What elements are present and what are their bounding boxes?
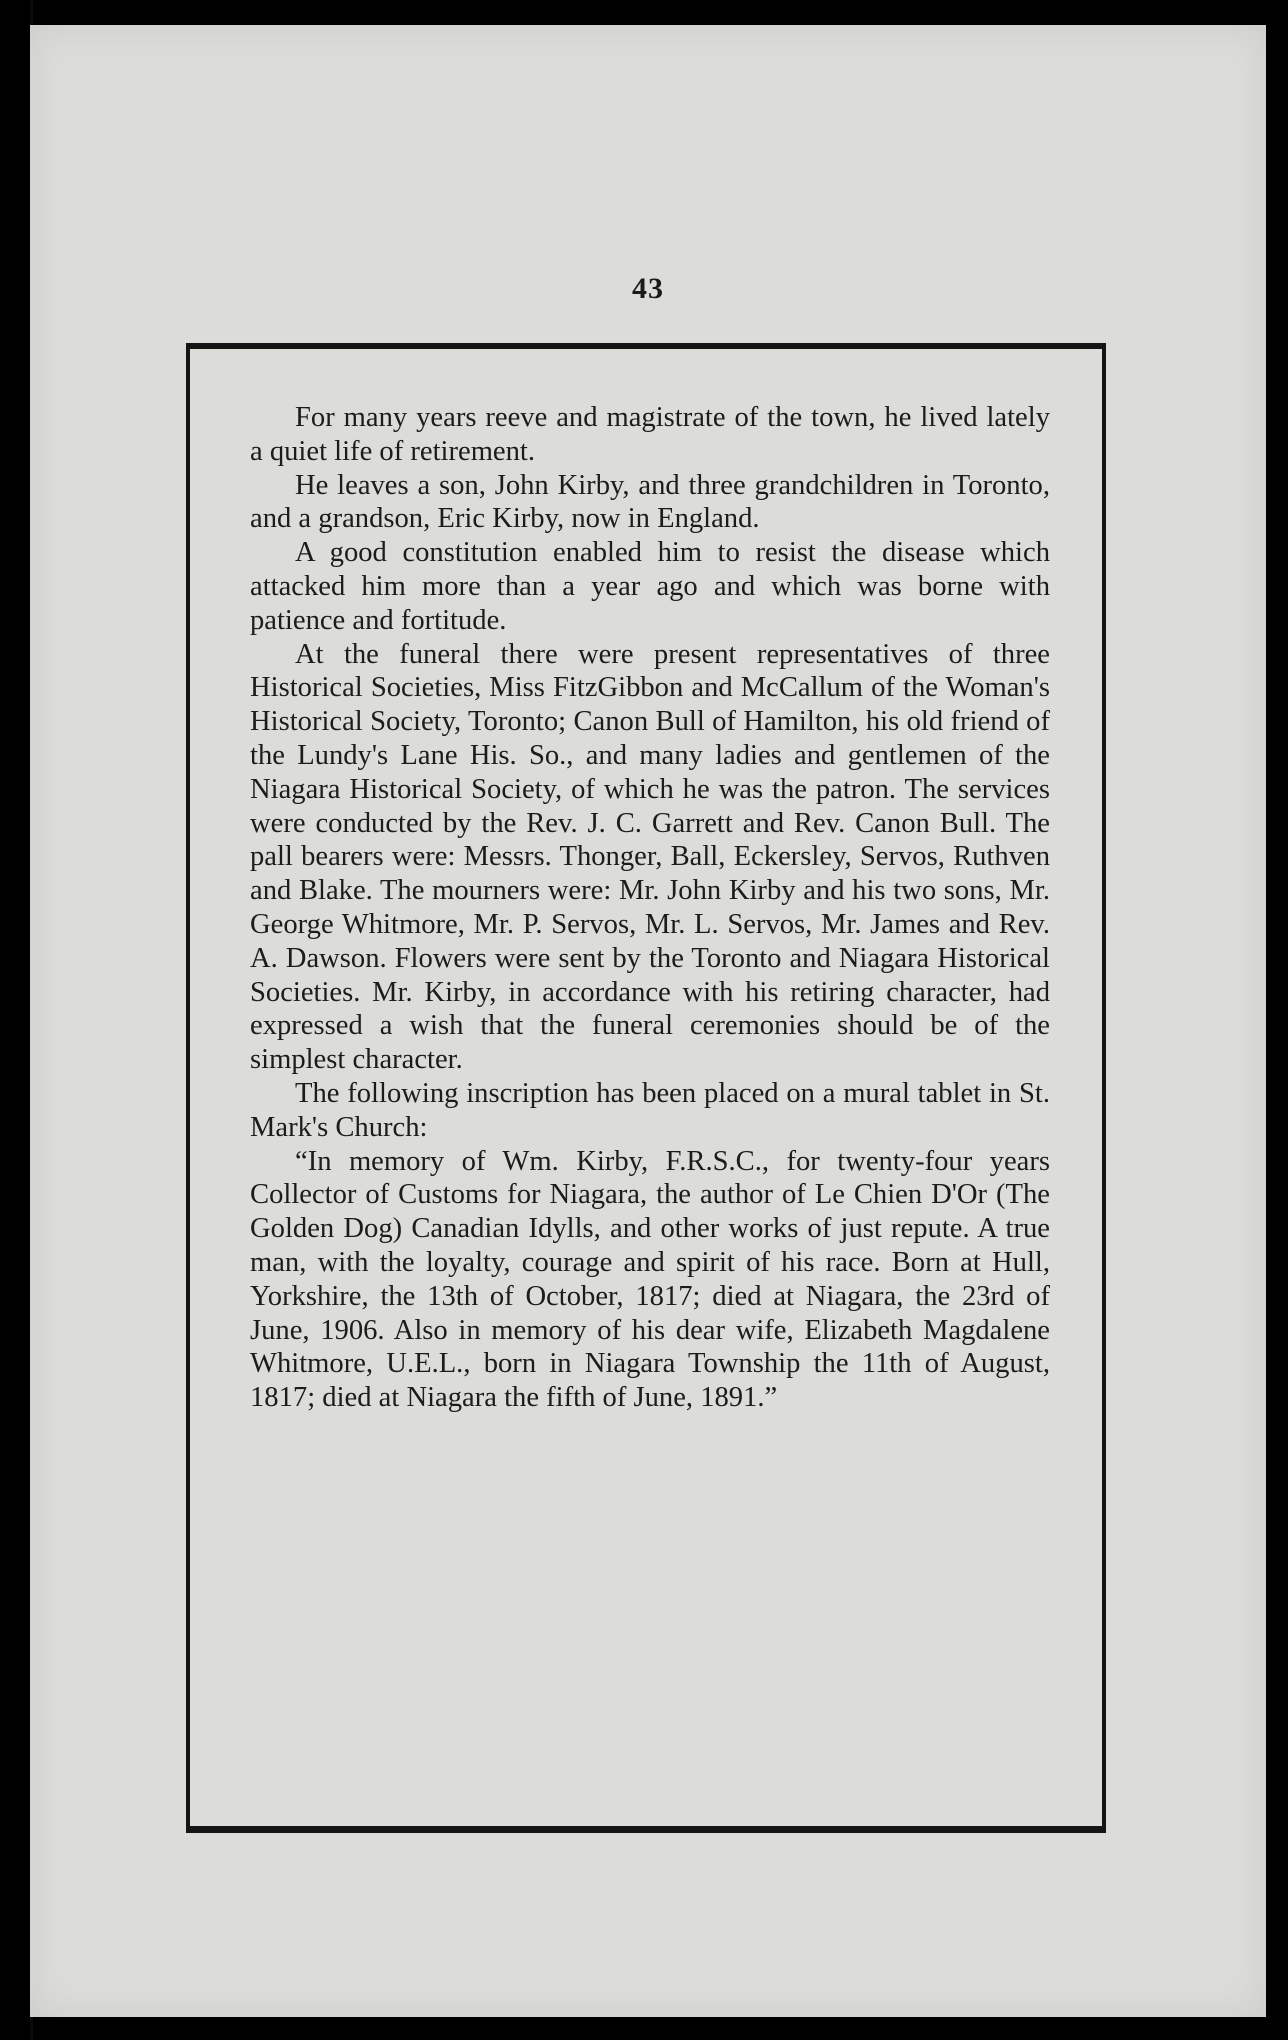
paragraph-inscription-intro: The following inscription has been placed on a mural tablet in St. Mark's Church: [250,1077,1050,1143]
paragraph-inscription-quote: “In memory of Wm. Kirby, F.R.S.C., for twenty-four years Collector of Customs for Niagara, the author of Le Chien D'Or (The Golden Dog) Canadian Idylls, and other works of just repute. A true man, with the loyalty, courage and spirit of his race. Born at Hull, Yorkshire, the 13th of October, 1817; died at Niagara, the 23rd of June, 1906. Also in memory of his dear wife, Elizabeth Magdalene Whitmore, U.E.L., born in Niagara Township the 11th of August, 1817; died at Niagara the fifth of June, 1891.” [250,1145,1050,1414]
book-page [30,25,1266,2017]
memorial-border-frame [186,343,1106,1833]
paragraph-retirement: For many years reeve and magistrate of the town, he lived lately a quiet life of retirement. [250,402,1050,467]
paragraph-funeral: At the funeral there were present representatives of three Historical Societies, Miss FitzGibbon and McCallum of the Woman's Historical Society, Toronto; Canon Bull of Hamilton, his old friend of the Lundy's Lane His. So., and many ladies and gentlemen of the Niagara Historical Society, of which he was the patron. The services were conducted by the Rev. J. C. Garrett and Rev. Canon Bull. The pall bearers were: Messrs. Thonger, Ball, Eckersley, Servos, Ruthven and Blake. The mourners were: Mr. John Kirby and his two sons, Mr. George Whitmore, Mr. P. Servos, Mr. L. Servos, Mr. James and Rev. A. Dawson. Flowers were sent by the Toronto and Niagara Historical Societies. Mr. Kirby, in accordance with his retiring character, had expressed a wish that the funeral ceremonies should be of the simplest character. [250,638,1050,1076]
page-number: 43 [632,272,664,305]
obituary-text [250,401,1050,1415]
paragraph-illness: A good constitution enabled him to resist the disease which attacked him more than a year ago and which was borne with patience and fortitude. [250,537,1050,636]
paragraph-family: He leaves a son, John Kirby, and three grandchildren in Toronto, and a grandson, Eric Kirby, now in England. [250,469,1050,535]
